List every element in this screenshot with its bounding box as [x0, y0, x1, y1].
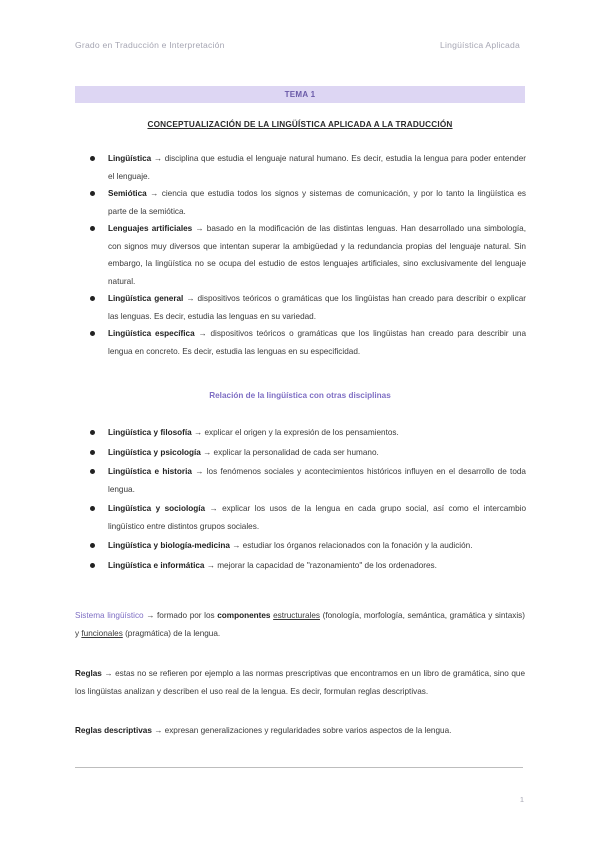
definition: → explicar la personalidad de cada ser humano. — [200, 447, 379, 457]
term: Lingüística y sociología — [108, 504, 206, 513]
list-item — [90, 220, 526, 290]
list-item — [90, 150, 526, 185]
disciplines-list — [90, 424, 526, 576]
definition: → explicar los usos de la lengua en cada grupo social, así como el intercambio lingüístico entre distintos grupos sociales. — [108, 504, 527, 531]
definition: → mejorar la capacidad de "razonamiento" de los ordenadores. — [204, 560, 437, 570]
term: Reglas — [75, 669, 102, 678]
definition: → disciplina que estudia el lenguaje natural humano. Es decir, estudia la lengua para poder entender el lenguaje. — [108, 154, 526, 181]
term: Lingüística general — [108, 294, 184, 303]
section-subtitle: Relación de la lingüística con otras disciplinas — [209, 391, 391, 400]
list-item — [90, 537, 526, 555]
list-item — [90, 444, 526, 462]
divider — [75, 767, 523, 768]
definition: → explicar el origen y la expresión de los pensamientos. — [191, 428, 399, 437]
definition: → ciencia que estudia todos los signos y sistemas de comunicación, y por lo tanto la lingüística es parte de la semiótica. — [108, 189, 526, 216]
list-item — [90, 325, 526, 360]
definition: → estas no se refieren por ejemplo a las normas prescriptivas que encontramos en un libro de gramática, sino que los lingüistas analizan y describen el uso real de la lengua. Es decir, formulan reglas descriptivas. — [75, 669, 525, 696]
term: Lingüística específica — [108, 329, 195, 338]
term: Lingüística y biología-medicina — [108, 541, 230, 550]
term: Lingüística — [108, 154, 152, 163]
list-item — [90, 463, 526, 498]
underlined-text: estructurales — [273, 611, 320, 620]
paragraph-reglas-descriptivas — [75, 722, 525, 740]
term: Lingüística e historia — [108, 467, 192, 476]
definition: → basado en la modificación de las distintas lenguas. Han desarrollado una simbología, con signos muy diversos que intentan superar la ambigüedad y la redundancia propias del lenguaje natural. Sin embargo, la lingüística no se ocupa del estudio de estos lenguajes artificiales, sino exclusivamente del lenguaje natural. — [108, 224, 526, 286]
term: Lenguajes artificiales — [108, 224, 193, 233]
list-item — [90, 185, 526, 220]
definition: → estudiar los órganos relacionados con la fonación y la audición. — [229, 541, 473, 550]
term: Lingüística y psicología — [108, 447, 201, 457]
definitions-list — [90, 150, 526, 360]
list-item — [90, 500, 526, 535]
term: Lingüística e informática — [108, 560, 205, 570]
header-subject: Lingüística Aplicada — [440, 40, 520, 50]
list-item — [90, 557, 526, 575]
definition: → expresan generalizaciones y regularidades sobre varios aspectos de la lengua. — [151, 726, 452, 735]
list-item — [90, 424, 526, 442]
paragraph-reglas — [75, 665, 525, 700]
term: Lingüística y filosofía — [108, 428, 192, 437]
definition: → los fenómenos sociales y acontecimientos históricos influyen en el desarrollo de toda lengua. — [108, 467, 526, 494]
header-course: Grado en Traducción e Interpretación — [75, 40, 225, 50]
definition: → dispositivos teóricos o gramáticas que los lingüistas han creado para describir o explicar las lenguas. Es decir, estudia las lenguas en su variedad. — [108, 294, 526, 321]
paragraph-sistema — [75, 607, 525, 642]
text: → formado por los — [143, 611, 218, 620]
text: (pragmática) de la lengua. — [122, 628, 221, 638]
list-item — [90, 290, 526, 325]
underlined-text: funcionales — [81, 628, 123, 638]
definition: → dispositivos teóricos o gramáticas que los lingüistas han creado para describir una lengua en concreto. Es decir, estudia las lenguas en su especificidad. — [108, 329, 526, 356]
page-title: CONCEPTUALIZACIÓN DE LA LINGÜÍSTICA APLICADA A LA TRADUCCIÓN — [147, 120, 453, 129]
text: (fonología, morfología, semántica, gramática y sintaxis) y — [75, 611, 525, 638]
term: Semiótica — [108, 189, 147, 198]
term: Reglas descriptivas — [75, 726, 152, 735]
tema-band: TEMA 1 — [75, 86, 525, 103]
term: Sistema lingüístico — [75, 611, 144, 620]
term: componentes — [217, 611, 271, 620]
page-number: 1 — [519, 795, 524, 804]
